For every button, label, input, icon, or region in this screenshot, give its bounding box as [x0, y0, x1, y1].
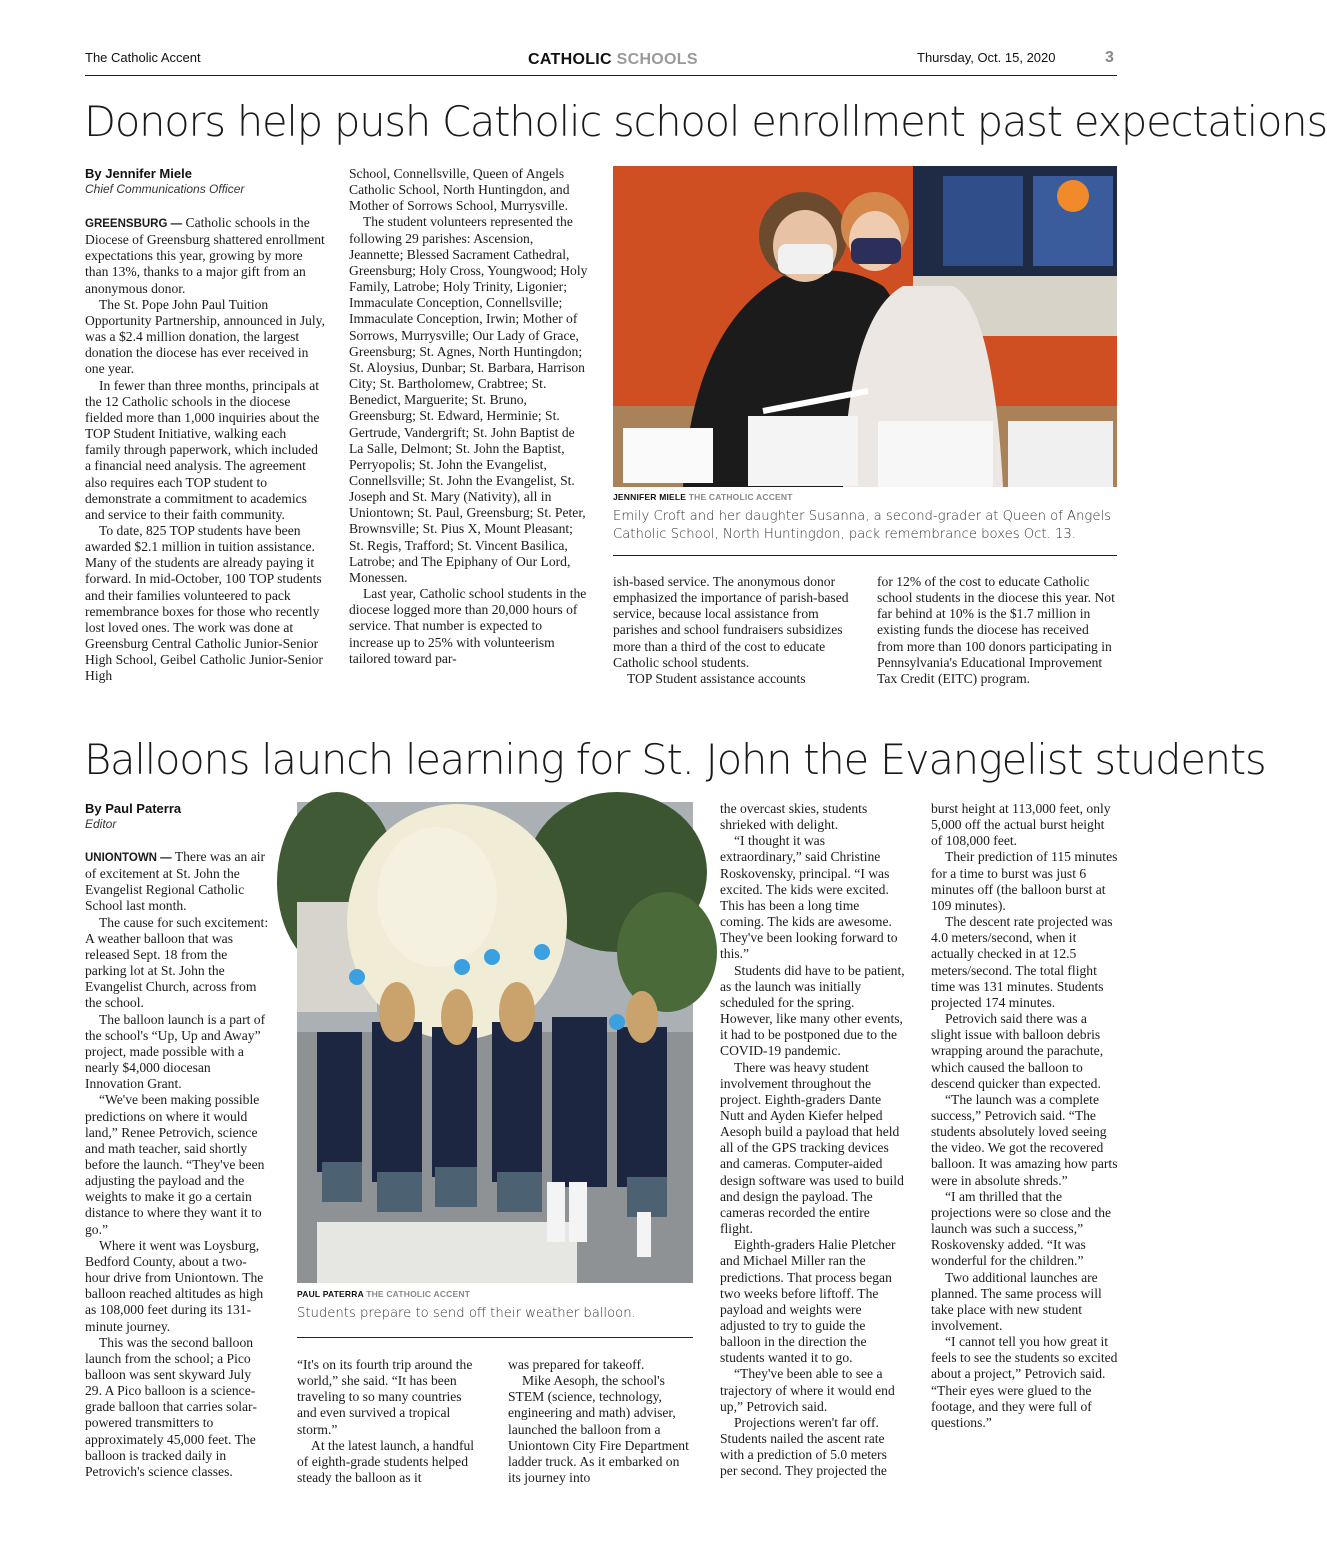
caption-rule — [613, 555, 1117, 556]
article1-photo — [613, 166, 1117, 487]
paragraph: ish-based service. The anonymous donor emphasized the importance of parish-based service, because local assistance from parishes and school fundraisers subsidizes more than a third of the cost to educate Catholic school students. — [613, 574, 849, 670]
paragraph: Eighth-graders Halie Pletcher and Michael Miller ran the predictions. That process began two weeks before liftoff. The payload and weights were adjusted to try to guide the balloon in the direction the students wanted it to go. — [720, 1237, 896, 1366]
article1-photo-caption: Emily Croft and her daughter Susanna, a second-grader at Queen of Angels Catholic School, North Huntingdon, pack remembrance boxes Oct. 13. — [613, 509, 1111, 542]
section-label-light: SCHOOLS — [616, 51, 698, 68]
paragraph: “I cannot tell you how great it feels to see the students so excited about a project,” Petrovich said. “Their eyes were glued to the footage, and they were full of questions.” — [931, 1334, 1118, 1430]
article1-column-2 — [349, 166, 589, 667]
header-rule — [85, 75, 1117, 76]
article2-column-1 — [85, 849, 271, 1480]
article2-byline: By Paul Paterra — [85, 801, 182, 816]
article2-column-3 — [508, 1357, 694, 1486]
issue-date: Thursday, Oct. 15, 2020 — [917, 50, 1056, 65]
paragraph: the overcast skies, students shrieked with delight. — [720, 801, 868, 833]
photo-credit-name: JENNIFER MIELE — [613, 492, 687, 502]
paragraph: “We've been making possible predictions on where it would land,” Renee Petrovich, science and math teacher, said shortly before the launch. “They've been adjusting the payload and the weights to make it go a certain distance to where they want it to go.” — [85, 1092, 265, 1237]
article2-photo-caption: Students prepare to send off their weather balloon. — [297, 1306, 636, 1321]
article2-column-4 — [720, 801, 906, 1480]
paragraph: Last year, Catholic school students in the diocese logged more than 20,000 hours of service. That number is expected to increase up to 25% with volunteerism tailored toward par- — [349, 586, 587, 666]
paragraph: To date, 825 TOP students have been awarded $2.1 million in tuition assistance. Many of the students are already paying it forward. In mid-October, 100 TOP students and their families volunteered to pack remembrance boxes for those who recently lost loved ones. The work was done at Greensburg Central Catholic Junior-Senior High School, Geibel Catholic Junior-Senior High — [85, 522, 323, 684]
article1-byline-title: Chief Communications Officer — [85, 182, 245, 196]
paragraph: Projections weren't far off. Students nailed the ascent rate with a prediction of 5.0 meters per second. They projected the — [720, 1414, 887, 1479]
paragraph: At the latest launch, a handful of eighth-grade students helped steady the balloon as it — [297, 1437, 475, 1486]
photo-illustration — [297, 802, 693, 1283]
paragraph: TOP Student assistance accounts — [627, 670, 806, 686]
paragraph: School, Connellsville, Queen of Angels Catholic School, North Huntingdon, and Mother of Sorrows School, Murrysville. — [349, 166, 570, 214]
article1-column-4 — [877, 574, 1117, 687]
photo-credit-org: THE CATHOLIC ACCENT — [366, 1289, 471, 1299]
paragraph: Where it went was Loysburg, Bedford County, about a two-hour drive from Uniontown. The balloon reached altitudes as high as 108,000 feet during its 131-minute journey. — [85, 1237, 264, 1334]
paragraph: burst height at 113,000 feet, only 5,000 off the actual burst height of 108,000 feet. — [931, 801, 1111, 849]
section-label — [528, 51, 698, 69]
section-label-bold: CATHOLIC — [528, 51, 612, 68]
page-number: 3 — [1105, 49, 1114, 66]
article1-photo-credit — [613, 492, 793, 502]
paragraph: for 12% of the cost to educate Catholic school students in the diocese this year. Not far behind at 10% is the $1.7 million in existing funds the diocese has received from more than 100 donors participating in Pennsylvania's Educational Improvement Tax Credit (EITC) program. — [877, 574, 1115, 686]
paragraph: The balloon launch is a part of the school's “Up, Up and Away” project, made possible with a nearly $4,000 diocesan Innovation Grant. — [85, 1011, 266, 1092]
article2-photo-credit — [297, 1289, 470, 1299]
article2-column-2 — [297, 1357, 483, 1486]
article2-column-5 — [931, 801, 1118, 1431]
paragraph: “I am thrilled that the projections were so close and the launch was such a success,” Roskovensky added. “It was wonderful for the children.” — [931, 1188, 1112, 1269]
article2-byline-title: Editor — [85, 817, 117, 831]
photo-illustration — [613, 166, 1117, 487]
paragraph: The St. Pope John Paul Tuition Opportunity Partnership, announced in July, was a $2.4 million donation, the largest donation the diocese has ever received in one year. — [85, 296, 325, 377]
article2-headline: Balloons launch learning for St. John the Evangelist students — [84, 735, 1266, 784]
paragraph: There was heavy student involvement throughout the project. Eighth-graders Dante Nutt and Ayden Kiefer helped Aesoph build a payload that held all of the GPS tracking devices and cameras. Computer-aided design software was used to build and design the payload. The cameras recorded the entire flight. — [720, 1059, 904, 1237]
article2-photo — [297, 802, 693, 1283]
paragraph: In fewer than three months, principals at the 12 Catholic schools in the diocese fielded more than 1,000 inquiries about the TOP Student Initiative, walking each family through paperwork, which included a financial need analysis. The agreement also requires each TOP student to demonstrate a commitment to academics and service to their faith community. — [85, 377, 320, 522]
paragraph: “The launch was a complete success,” Petrovich said. “The students absolutely loved seeing the video. We got the recovered balloon. It was amazing how parts were in absolute shreds.” — [931, 1091, 1118, 1188]
paragraph: Mike Aesoph, the school's STEM (science, technology, engineering and math) adviser, launched the balloon from a Uniontown City Fire Department ladder truck. As it embarked on its journey into — [508, 1373, 689, 1486]
paragraph: The cause for such excitement: A weather balloon that was released Sept. 18 from the parking lot at St. John the Evangelist Church, across from the school. — [85, 914, 269, 1011]
paragraph: Petrovich said there was a slight issue with balloon debris wrapping around the parachute, which caused the balloon to descend quicker than expected. — [931, 1011, 1104, 1091]
paragraph: The student volunteers represented the following 29 parishes: Ascension, Jeannette; Blessed Sacrament Cathedral, Greensburg; Holy Cross, Youngwood; Holy Family, Latrobe; Holy Trinity, Ligonier; Immaculate Conception, Connellsville; Immaculate Conception, Irwin; Mother of Sorrows, Murrysville; Our Lady of Grace, Greensburg; St. Agnes, North Huntingdon; St. Aloysius, Dunbar; St. Barbara, Harrison City; St. Bartholomew, Crabtree; St. Benedict, Marguerite; St. Bruno, Greensburg; St. Edward, Herminie; St. Gertrude, Vandergrift; St. John Baptist de La Salle, Delmont; St. John the Baptist, Perryopolis; St. John the Evangelist, Connellsville; St. John the Evangelist, St. Joseph and St. Mary (Nativity), all in Uniontown; St. Paul, Greensburg; St. Peter, Brownsville; St. Pius X, Mount Pleasant; St. Regis, Trafford; St. Vincent Basilica, Latrobe; and The Epiphany of Our Lord, Monessen. — [349, 214, 588, 585]
article1-headline: Donors help push Catholic school enrollment past expectations — [84, 97, 1327, 146]
article1-byline: By Jennifer Miele — [85, 166, 192, 181]
paragraph: The descent rate projected was 4.0 meters/second, when it actually checked in at 12.5 meters/second. The total flight time was 131 minutes. Students projected 174 minutes. — [931, 914, 1113, 1010]
paragraph: “It's on its fourth trip around the world,” she said. “It has been traveling to so many countries and even survived a tropical storm.” — [297, 1357, 473, 1437]
paragraph: “I thought it was extraordinary,” said Christine Roskovensky, principal. “I was excited. The kids were excited. This has been a long time coming. The kids are awesome. They've been looking forward to this.” — [720, 833, 898, 962]
article1-column-1 — [85, 215, 325, 685]
caption-rule — [297, 1337, 693, 1338]
paragraph: Students did have to be patient, as the launch was initially scheduled for the spring. However, like many other events, it had to be postponed due to the COVID-19 pandemic. — [720, 962, 905, 1059]
photo-credit-org: THE CATHOLIC ACCENT — [688, 492, 793, 502]
paper-name: The Catholic Accent — [85, 50, 201, 65]
article2-dateline: UNIONTOWN — — [85, 852, 172, 864]
paragraph: Catholic schools in the Diocese of Greensburg shattered enrollment expectations this year, growing by more than 13%, thanks to a major gift from an anonymous donor. — [85, 215, 325, 296]
article1-dateline: GREENSBURG — — [85, 218, 183, 230]
paragraph: “They've been able to see a trajectory of where it would end up,” Petrovich said. — [720, 1366, 895, 1414]
paragraph: Two additional launches are planned. The same process will take place with new student involvement. — [931, 1269, 1102, 1333]
paragraph: was prepared for takeoff. — [508, 1357, 645, 1372]
paragraph: There was an air of excitement at St. John the Evangelist Regional Catholic School last month. — [85, 849, 266, 914]
paragraph: This was the second balloon launch from the school; a Pico balloon was sent skyward July 29. A Pico balloon is a science-grade balloon that carries solar-powered transmitters to approximately 45,000 feet. The balloon is tracked daily in Petrovich's science classes. — [85, 1334, 257, 1479]
photo-credit-name: PAUL PATERRA — [297, 1289, 364, 1299]
article1-column-3 — [613, 574, 853, 687]
paragraph: Their prediction of 115 minutes for a time to burst was just 6 minutes off (the balloon burst at 109 minutes). — [931, 849, 1118, 913]
